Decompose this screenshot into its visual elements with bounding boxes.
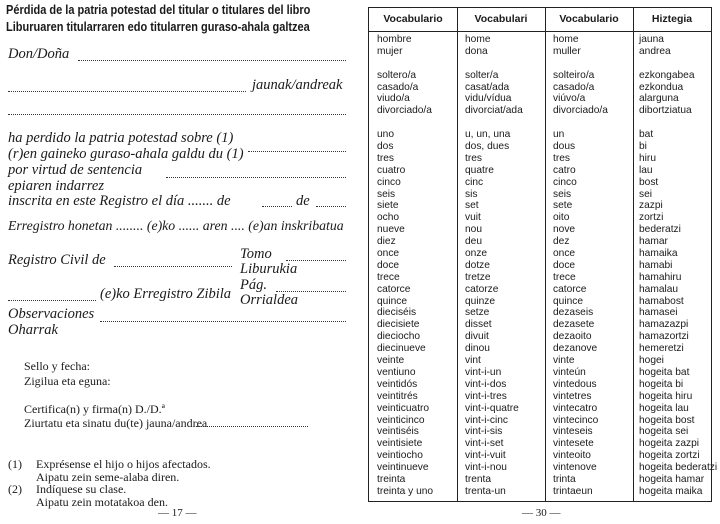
vocab-cell-spanish: quince [377,295,408,307]
vocab-cell-catalan: vidu/vídua [465,93,512,105]
vocab-cell-spanish: veintidós [377,378,418,390]
column-basque [639,34,717,498]
registro-civil-label: Registro Civil de [8,252,106,268]
vocab-cell-galician: tres [553,152,570,164]
title-basque: Liburuaren titularraren edo titularren guraso-ahala galtzea [6,20,310,34]
jaunak-field[interactable] [8,91,246,92]
erregistro-honetan-label: Erregistro honetan ........ (e)ko ...... aren .... (e)an inskribatua [8,218,344,233]
vocab-cell-catalan: u, un, una [465,129,511,141]
header-spanish: Vocabulario [383,13,443,25]
vocab-cell-galician: divorciado/a [553,105,608,117]
vocab-cell-galician: vintenove [553,462,597,474]
inscrita-month-field[interactable] [262,206,292,207]
vocab-cell-catalan: onze [465,248,488,260]
vocab-cell-basque: ezkongabea [639,69,695,81]
vocab-cell-basque: alarguna [639,93,679,105]
vocab-cell-galician: nove [553,224,576,236]
footnote-2-text: Indíquese su clase. [36,482,127,496]
inscrita-de-label: de [296,193,310,209]
vocab-cell-catalan: quatre [465,164,494,176]
left-page [0,0,356,524]
erregistro-zibila-field[interactable] [8,300,96,301]
vocab-cell-spanish: diecinueve [377,343,426,355]
vocab-cell-spanish: cuatro [377,164,406,176]
vocab-cell-catalan: vint-i-nou [465,462,507,474]
vocab-cell-galician: dezasete [553,319,595,331]
vocab-cell-catalan: vint [465,355,481,367]
vocab-cell-basque: hemeretzi [639,343,684,355]
vocab-cell-spanish: soltero/a [377,69,417,81]
tomo-label: Tomo [240,246,272,262]
vocab-cell-spanish: hombre [377,34,412,45]
vocab-cell-galician: muller [553,45,581,57]
header-galician: Vocabulario [559,13,619,25]
certifica-field[interactable] [196,426,308,427]
vocab-cell-catalan: vint-i-sis [465,426,503,438]
ziurtatu-label: Ziurtatu eta sinatu du(te) jauna/andrea [24,416,208,430]
vocab-cell-catalan: vint-i-tres [465,390,507,402]
gaineko-label: (r)en gaineko guraso-ahala galdu du (1) [8,146,244,162]
vocab-cell-catalan: cinc [465,176,484,188]
vocab-cell-catalan: vint-i-vuit [465,450,506,462]
vocab-cell-spanish: veintitrés [377,390,418,402]
vocab-cell-catalan: dona [465,45,488,57]
vocab-cell-catalan: casat/ada [465,81,510,93]
vocab-cell-spanish: treinta [377,473,406,485]
vocab-cell-galician: catorce [553,283,587,295]
vocab-cell-galician: quince [553,295,584,307]
vocab-cell-catalan: trenta [465,473,492,485]
vocab-cell-galician: dezanove [553,343,598,355]
vocab-cell-basque: hamaika [639,248,678,260]
vocab-cell-basque: hogeita sei [639,426,689,438]
vocab-cell-catalan: sis [465,188,478,200]
ekoerregistro-label: (e)ko Erregistro Zibila [100,286,232,302]
vocab-cell-basque: zortzi [639,212,664,224]
vocab-cell-spanish: dieciséis [377,307,417,319]
blank-line-field[interactable] [8,114,346,115]
vocab-cell-spanish: seis [377,188,396,200]
vocab-cell-galician [553,58,608,70]
patria-potestad-field[interactable] [248,151,346,152]
don-dona-field[interactable] [78,60,346,61]
vocab-cell-basque: hogeita bost [639,414,695,426]
vocab-cell-catalan: catorze [465,283,499,295]
footnote-1-number: (1) [8,457,22,471]
vocab-cell-basque: hamalau [639,283,679,295]
vocab-cell-catalan: divuit [465,331,489,343]
vocab-cell-catalan: solter/a [465,69,499,81]
vocab-cell-spanish: tres [377,152,394,164]
vocab-cell-basque: lau [639,164,653,176]
vocab-cell-spanish: veinte [377,355,405,367]
vocab-cell-spanish: siete [377,200,399,212]
vocab-cell-basque: ezkondua [639,81,684,93]
vocab-cell-galician: vintesete [553,438,594,450]
observaciones-label: Observaciones [8,306,95,322]
vocab-cell-basque: hiru [639,152,656,164]
vocab-cell-spanish: veintisiete [377,438,423,450]
pag-label: Pág. [240,277,267,293]
inscrita-label: inscrita en este Registro el día ....... de [8,193,231,209]
vocab-cell-catalan: nou [465,224,482,236]
vocab-cell-catalan: vint-i-dos [465,378,507,390]
vocab-cell-spanish: veinticinco [377,414,425,426]
vocab-cell-catalan [465,58,523,70]
vocab-cell-galician: sete [553,200,573,212]
vocab-cell-galician: trinta [553,473,576,485]
vocab-cell-galician: home [553,34,579,45]
vocab-cell-basque [639,58,717,70]
vocab-cell-basque: andrea [639,45,671,57]
vocab-cell-catalan: deu [465,236,482,248]
ha-perdido-label: ha perdido la patria potestad sobre (1) [8,130,234,146]
vocab-cell-galician: viúvo/a [553,93,586,105]
vocab-cell-galician [553,117,608,129]
vocab-cell-spanish: veintinueve [377,462,429,474]
vocab-cell-basque: hogeita lau [639,402,689,414]
vocab-cell-galician: vintedous [553,378,597,390]
vocab-cell-basque: zazpi [639,200,663,212]
vocab-cell-basque: hogeita zortzi [639,450,700,462]
vocab-cell-galician: once [553,248,576,260]
vocab-cell-galician: vintecatro [553,402,598,414]
vocab-cell-catalan: dos, dues [465,141,510,153]
vocab-cell-catalan: home [465,34,491,45]
footnote-1-text-basque: Aipatu zein seme-alaba diren. [36,470,180,484]
vocab-cell-spanish: ventiuno [377,366,416,378]
vocab-cell-spanish: dieciocho [377,331,421,343]
por-virtud-label: por virtud de sentencia [8,162,143,178]
vocab-cell-galician: trece [553,271,576,283]
vocab-cell-spanish [377,117,433,129]
column-spanish [377,34,433,498]
vocab-cell-basque: hamar [639,236,668,248]
vocab-cell-galician: trintaeun [553,485,593,497]
page-number-left: — 17 — [158,507,197,519]
vocab-cell-basque: hogei [639,355,664,367]
vocab-cell-galician: solteiro/a [553,69,595,81]
vocab-cell-galician: dez [553,236,570,248]
vocab-cell-spanish: treinta y uno [377,485,434,497]
vocab-cell-basque: bi [639,141,647,153]
vocab-cell-catalan: trenta-un [465,485,506,497]
vocab-cell-catalan: disset [465,319,492,331]
vocab-cell-galician: doce [553,259,576,271]
vocab-cell-galician: cinco [553,176,577,188]
vocab-cell-spanish: once [377,248,400,260]
vocab-cell-basque: bost [639,176,659,188]
vocab-cell-basque: hogeita hamar [639,473,705,485]
column-divider [545,8,546,501]
vocab-cell-galician: casado/a [553,81,595,93]
vocab-cell-basque: hogeita zazpi [639,438,700,450]
vocab-cell-catalan: set [465,200,479,212]
vocab-cell-catalan: setze [465,307,490,319]
vocab-cell-spanish: dos [377,141,394,153]
vocab-cell-spanish: diez [377,236,396,248]
vocab-cell-spanish: trece [377,271,400,283]
footnote-2-number: (2) [8,482,22,496]
column-divider [633,8,634,501]
vocab-cell-basque: dibortziatua [639,105,692,117]
sentencia-field[interactable] [166,177,346,178]
vocab-cell-spanish: uno [377,129,394,141]
vocab-cell-galician: seis [553,188,572,200]
vocab-cell-catalan: vuit [465,212,481,224]
sello-label: Sello y fecha: [24,359,90,373]
column-divider [457,8,458,501]
vocab-cell-catalan: quinze [465,295,496,307]
vocab-cell-basque: bat [639,129,654,141]
vocab-cell-catalan: tretze [465,271,491,283]
jaunak-label: jaunak/andreak [252,77,343,93]
vocab-cell-basque: hogeita bederatzi [639,462,718,474]
page-number-right: — 30 — [522,507,561,519]
vocab-cell-galician: un [553,129,565,141]
footnote-2-text-basque: Aipatu zein motatakoa den. [36,495,168,509]
header-catalan: Vocabulari [474,13,528,25]
vocab-cell-spanish [377,58,433,70]
column-catalan [465,34,523,498]
right-page [364,0,720,524]
vocab-cell-catalan: vint-i-quatre [465,402,519,414]
inscrita-year-field[interactable] [316,206,346,207]
vocab-cell-basque: hogeita bat [639,366,690,378]
vocab-cell-basque: hogeita hiru [639,390,693,402]
vocab-cell-spanish: veintiocho [377,450,423,462]
vocab-cell-basque: hamazortzi [639,331,689,343]
vocab-cell-spanish: nueve [377,224,405,236]
vocab-cell-galician: vinte [553,355,575,367]
vocab-cell-catalan: dotze [465,259,490,271]
vocab-cell-galician: dezaoito [553,331,592,343]
observaciones-field[interactable] [100,321,346,322]
vocab-cell-galician: vintetres [553,390,592,402]
vocabulary-table-header [369,8,711,32]
vocab-cell-basque: hamabi [639,259,673,271]
footnote-1-text: Exprésense el hijo o hijos afectados. [36,457,211,471]
title-spanish: Pérdida de la patria potestad del titular o titulares del libro [6,3,311,17]
zigilua-label: Zigilua eta eguna: [24,374,111,388]
vocab-cell-basque: hamabost [639,295,684,307]
vocab-cell-spanish: viudo/a [377,93,410,105]
vocab-cell-catalan: vint-i-set [465,438,504,450]
orrialdea-label: Orrialdea [240,292,298,308]
vocab-cell-catalan: tres [465,152,482,164]
page-title [6,2,314,36]
vocab-cell-spanish: divorciado/a [377,105,432,117]
vocab-cell-spanish: casado/a [377,81,419,93]
column-galician [553,34,608,498]
vocab-cell-spanish: veintiséis [377,426,419,438]
vocab-cell-galician: catro [553,164,576,176]
vocab-cell-galician: dous [553,141,576,153]
vocab-cell-basque: jauna [639,34,664,45]
liburukia-label: Liburukia [240,261,298,277]
vocab-cell-spanish: catorce [377,283,411,295]
oharrak-label: Oharrak [8,322,58,338]
vocab-cell-basque: hamazazpi [639,319,689,331]
vocab-cell-catalan [465,117,523,129]
vocab-cell-galician: dezaseis [553,307,594,319]
vocab-cell-basque: hogeita bi [639,378,684,390]
registro-civil-field[interactable] [114,266,232,267]
vocab-cell-basque [639,117,717,129]
vocab-cell-basque: hamasei [639,307,678,319]
vocab-cell-galician: oito [553,212,570,224]
vocab-cell-galician: vintecinco [553,414,599,426]
vocabulary-table [368,7,718,502]
vocab-cell-spanish: ocho [377,212,400,224]
vocab-cell-basque: hogeita maika [639,485,703,497]
vocab-cell-catalan: divorciat/ada [465,105,523,117]
vocab-cell-galician: vinteseis [553,426,593,438]
certifica-label: Certifica(n) y firma(n) D./D.ª [24,402,165,416]
vocab-cell-spanish: doce [377,259,400,271]
vocab-cell-galician: vinteún [553,366,586,378]
vocab-cell-spanish: veinticuatro [377,402,430,414]
vocab-cell-basque: bederatzi [639,224,681,236]
vocab-cell-catalan: vint-i-un [465,366,502,378]
header-basque: Hiztegia [651,13,693,25]
vocab-cell-spanish: cinco [377,176,401,188]
vocab-cell-catalan: dinou [465,343,490,355]
vocab-cell-spanish: mujer [377,45,403,57]
vocab-cell-basque: sei [639,188,653,200]
epiaren-label: epiaren indarrez [8,178,104,194]
vocab-cell-catalan: vint-i-cinc [465,414,509,426]
vocab-cell-galician: vinteoito [553,450,591,462]
vocab-cell-spanish: diecisiete [377,319,420,331]
vocab-cell-basque: hamahiru [639,271,682,283]
don-dona-label: Don/Doña [8,46,70,62]
